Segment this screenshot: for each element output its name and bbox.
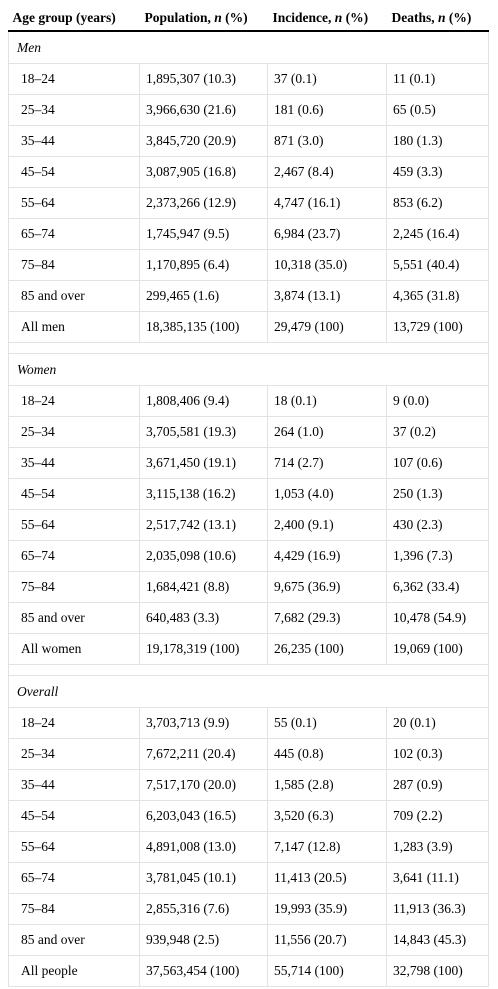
age-group-cell: 18–24 <box>9 708 140 739</box>
deaths-cell: 10,478 (54.9) <box>387 603 489 634</box>
deaths-cell: 11,913 (36.3) <box>387 894 489 925</box>
deaths-cell: 32,798 (100) <box>387 956 489 987</box>
age-group-cell: 75–84 <box>9 572 140 603</box>
population-cell: 640,483 (3.3) <box>140 603 268 634</box>
population-cell: 1,808,406 (9.4) <box>140 386 268 417</box>
population-cell: 7,672,211 (20.4) <box>140 739 268 770</box>
age-group-cell: 18–24 <box>9 386 140 417</box>
incidence-cell: 3,874 (13.1) <box>268 281 387 312</box>
incidence-cell: 9,675 (36.9) <box>268 572 387 603</box>
age-group-cell: 35–44 <box>9 770 140 801</box>
incidence-cell: 714 (2.7) <box>268 448 387 479</box>
incidence-cell: 6,984 (23.7) <box>268 219 387 250</box>
incidence-cell: 4,747 (16.1) <box>268 188 387 219</box>
table-row <box>9 801 489 832</box>
deaths-cell: 1,283 (3.9) <box>387 832 489 863</box>
table-row <box>9 832 489 863</box>
incidence-cell: 11,556 (20.7) <box>268 925 387 956</box>
incidence-cell: 264 (1.0) <box>268 417 387 448</box>
section-header-row <box>9 31 489 64</box>
section-spacer <box>9 343 489 354</box>
age-group-cell: 25–34 <box>9 95 140 126</box>
population-cell: 2,517,742 (13.1) <box>140 510 268 541</box>
population-cell: 3,781,045 (10.1) <box>140 863 268 894</box>
population-cell: 3,845,720 (20.9) <box>140 126 268 157</box>
incidence-cell: 11,413 (20.5) <box>268 863 387 894</box>
incidence-cell: 26,235 (100) <box>268 634 387 665</box>
table-row <box>9 634 489 665</box>
spacer-cell <box>9 665 489 676</box>
incidence-cell: 4,429 (16.9) <box>268 541 387 572</box>
population-cell: 4,891,008 (13.0) <box>140 832 268 863</box>
table-row <box>9 312 489 343</box>
header-deaths: Deaths, n (%) <box>387 5 489 31</box>
deaths-cell: 14,843 (45.3) <box>387 925 489 956</box>
table-row <box>9 448 489 479</box>
age-group-cell: 35–44 <box>9 448 140 479</box>
table-row <box>9 281 489 312</box>
incidence-cell: 55 (0.1) <box>268 708 387 739</box>
deaths-cell: 1,396 (7.3) <box>387 541 489 572</box>
deaths-cell: 430 (2.3) <box>387 510 489 541</box>
table-row <box>9 572 489 603</box>
incidence-cell: 37 (0.1) <box>268 64 387 95</box>
incidence-cell: 1,053 (4.0) <box>268 479 387 510</box>
age-group-cell: 75–84 <box>9 250 140 281</box>
deaths-cell: 102 (0.3) <box>387 739 489 770</box>
deaths-cell: 37 (0.2) <box>387 417 489 448</box>
population-cell: 3,671,450 (19.1) <box>140 448 268 479</box>
table-row <box>9 95 489 126</box>
deaths-cell: 2,245 (16.4) <box>387 219 489 250</box>
section-header-row <box>9 676 489 708</box>
population-cell: 18,385,135 (100) <box>140 312 268 343</box>
incidence-cell: 7,147 (12.8) <box>268 832 387 863</box>
population-cell: 6,203,043 (16.5) <box>140 801 268 832</box>
population-cell: 37,563,454 (100) <box>140 956 268 987</box>
age-group-cell: 65–74 <box>9 863 140 894</box>
age-group-cell: 55–64 <box>9 510 140 541</box>
incidence-cell: 1,585 (2.8) <box>268 770 387 801</box>
population-cell: 1,684,421 (8.8) <box>140 572 268 603</box>
deaths-cell: 3,641 (11.1) <box>387 863 489 894</box>
table-row <box>9 739 489 770</box>
age-group-cell: 75–84 <box>9 894 140 925</box>
deaths-cell: 709 (2.2) <box>387 801 489 832</box>
header-population: Population, n (%) <box>140 5 268 31</box>
age-group-cell: 65–74 <box>9 219 140 250</box>
section-spacer <box>9 665 489 676</box>
table-row <box>9 894 489 925</box>
age-group-cell: All men <box>9 312 140 343</box>
deaths-cell: 19,069 (100) <box>387 634 489 665</box>
table-row <box>9 603 489 634</box>
table-row <box>9 417 489 448</box>
deaths-cell: 853 (6.2) <box>387 188 489 219</box>
deaths-cell: 4,365 (31.8) <box>387 281 489 312</box>
deaths-cell: 9 (0.0) <box>387 386 489 417</box>
incidence-cell: 871 (3.0) <box>268 126 387 157</box>
age-group-cell: 85 and over <box>9 925 140 956</box>
incidence-cell: 445 (0.8) <box>268 739 387 770</box>
section-title: Women <box>9 354 489 386</box>
population-cell: 7,517,170 (20.0) <box>140 770 268 801</box>
incidence-cell: 181 (0.6) <box>268 95 387 126</box>
population-cell: 299,465 (1.6) <box>140 281 268 312</box>
population-cell: 3,703,713 (9.9) <box>140 708 268 739</box>
table-header <box>9 5 489 31</box>
deaths-cell: 13,729 (100) <box>387 312 489 343</box>
table-row <box>9 479 489 510</box>
table-row <box>9 925 489 956</box>
population-cell: 3,087,905 (16.8) <box>140 157 268 188</box>
spacer-cell <box>9 343 489 354</box>
deaths-cell: 287 (0.9) <box>387 770 489 801</box>
table-row <box>9 541 489 572</box>
incidence-cell: 19,993 (35.9) <box>268 894 387 925</box>
table-row <box>9 708 489 739</box>
deaths-cell: 11 (0.1) <box>387 64 489 95</box>
incidence-cell: 29,479 (100) <box>268 312 387 343</box>
age-group-cell: 85 and over <box>9 603 140 634</box>
incidence-cell: 7,682 (29.3) <box>268 603 387 634</box>
deaths-cell: 5,551 (40.4) <box>387 250 489 281</box>
header-row <box>9 5 489 31</box>
population-cell: 3,705,581 (19.3) <box>140 417 268 448</box>
age-group-cell: 65–74 <box>9 541 140 572</box>
header-incidence: Incidence, n (%) <box>268 5 387 31</box>
population-cell: 2,035,098 (10.6) <box>140 541 268 572</box>
age-group-cell: 45–54 <box>9 157 140 188</box>
section-title: Men <box>9 31 489 64</box>
incidence-cell: 10,318 (35.0) <box>268 250 387 281</box>
age-group-cell: 45–54 <box>9 801 140 832</box>
table-row <box>9 250 489 281</box>
deaths-cell: 180 (1.3) <box>387 126 489 157</box>
table-row <box>9 126 489 157</box>
incidence-cell: 2,467 (8.4) <box>268 157 387 188</box>
table-row <box>9 956 489 987</box>
deaths-cell: 250 (1.3) <box>387 479 489 510</box>
population-cell: 939,948 (2.5) <box>140 925 268 956</box>
header-age-group: Age group (years) <box>9 5 140 31</box>
population-cell: 2,373,266 (12.9) <box>140 188 268 219</box>
deaths-cell: 20 (0.1) <box>387 708 489 739</box>
data-table <box>8 5 489 987</box>
incidence-cell: 18 (0.1) <box>268 386 387 417</box>
incidence-cell: 55,714 (100) <box>268 956 387 987</box>
age-group-cell: 25–34 <box>9 739 140 770</box>
section-title: Overall <box>9 676 489 708</box>
deaths-cell: 107 (0.6) <box>387 448 489 479</box>
table-body <box>9 31 489 987</box>
section-header-row <box>9 354 489 386</box>
age-group-cell: 55–64 <box>9 188 140 219</box>
age-group-cell: 45–54 <box>9 479 140 510</box>
table-row <box>9 863 489 894</box>
table-row <box>9 386 489 417</box>
population-cell: 1,895,307 (10.3) <box>140 64 268 95</box>
table-row <box>9 510 489 541</box>
age-group-cell: All women <box>9 634 140 665</box>
age-group-cell: 35–44 <box>9 126 140 157</box>
age-group-cell: 85 and over <box>9 281 140 312</box>
population-cell: 1,170,895 (6.4) <box>140 250 268 281</box>
population-cell: 1,745,947 (9.5) <box>140 219 268 250</box>
age-group-cell: 55–64 <box>9 832 140 863</box>
deaths-cell: 459 (3.3) <box>387 157 489 188</box>
age-group-cell: 25–34 <box>9 417 140 448</box>
deaths-cell: 6,362 (33.4) <box>387 572 489 603</box>
age-group-cell: All people <box>9 956 140 987</box>
population-cell: 3,966,630 (21.6) <box>140 95 268 126</box>
population-cell: 19,178,319 (100) <box>140 634 268 665</box>
table-row <box>9 64 489 95</box>
table-row <box>9 188 489 219</box>
age-group-cell: 18–24 <box>9 64 140 95</box>
incidence-cell: 3,520 (6.3) <box>268 801 387 832</box>
population-cell: 3,115,138 (16.2) <box>140 479 268 510</box>
deaths-cell: 65 (0.5) <box>387 95 489 126</box>
incidence-cell: 2,400 (9.1) <box>268 510 387 541</box>
population-cell: 2,855,316 (7.6) <box>140 894 268 925</box>
table-row <box>9 157 489 188</box>
table-row <box>9 770 489 801</box>
table-row <box>9 219 489 250</box>
